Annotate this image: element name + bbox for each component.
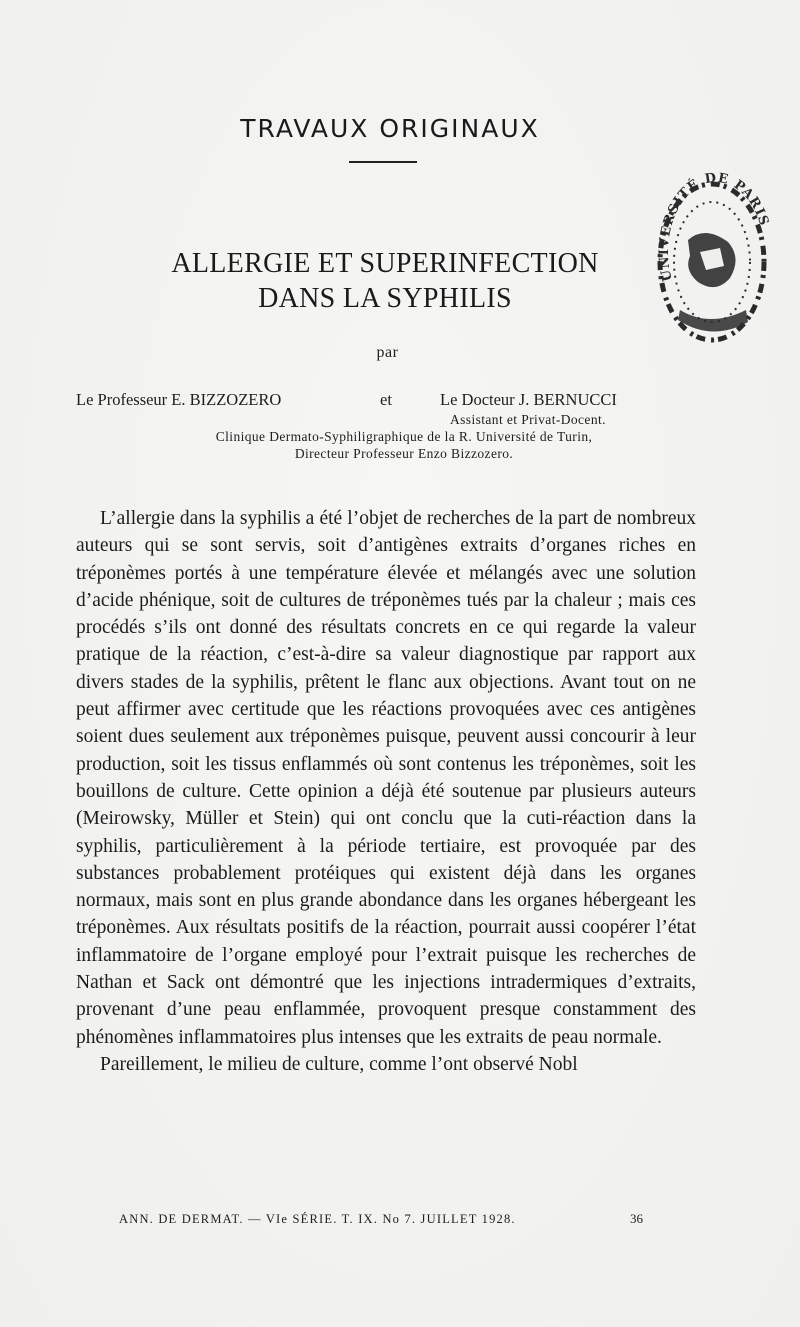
body-paragraph-2: Pareillement, le milieu de culture, comme l’ont observé Nobl bbox=[100, 1053, 578, 1075]
stamp-text: UNIVERSITÉ DE PARIS bbox=[656, 170, 772, 283]
article-title-line-2: DANS LA SYPHILIS bbox=[258, 283, 512, 314]
heading-rule bbox=[349, 161, 417, 163]
author-bizzozero: Le Professeur E. BIZZOZERO bbox=[76, 390, 282, 409]
journal-footer: ANN. DE DERMAT. — VIe SÉRIE. T. IX. No 7. JUILLET 1928. bbox=[119, 1212, 516, 1226]
body-paragraph-1: L’allergie dans la syphilis a été l’objet de recherches de la part de nombreux auteurs qui se sont servis, soit d’antigènes extraits d’organes riches en tréponèmes portés à une température élevée et mélangés avec une solution d’acide phénique, soit de cultures de tréponèmes tués par la chaleur ; mais ces procédés s’ils ont donné des résultats concrets en ce qui regarde la valeur pratique de la réaction, c’est-à-dire sa valeur diagnostique par rapport aux divers stades de la syphilis, prêtent le flanc aux objections. Avant tout on ne peut affirmer avec certitude que les réactions provoquées avec ces antigènes soient dues seulement aux tréponèmes puisque, peuvent aussi concourir à leur production, soit les tissus enflammés où sont contenus les tréponèmes, soit les bouillons de culture. Cette opinion a déjà été soutenue par plusieurs auteurs (Meirowsky, Müller et Stein) qui ont conclu que la cuti-réaction dans la syphilis, particulièrement à la période tertiaire, est provoquée par des substances probablement protéiques qui existent déjà dans les organes normaux, mais sont en plus grande abondance dans les organes hébergeant les tréponèmes. Aux résultats positifs de la réaction, pourrait aussi coopérer l’état inflammatoire de l’organe employé pour l’extrait puisque les recherches de Nathan et Sack ont démontré que les injections intradermiques d’extraits, provenant d’une peau enflammée, provoquent presque constamment des phénomènes inflammatoires plus intenses que les extraits de peau normale. bbox=[76, 508, 696, 1048]
page-number: 36 bbox=[630, 1211, 643, 1226]
section-heading: TRAVAUX ORIGINAUX bbox=[240, 114, 540, 143]
author-bernucci-title: Assistant et Privat-Docent. bbox=[450, 412, 606, 427]
article-body bbox=[76, 505, 696, 1078]
author-conjunction: et bbox=[380, 390, 392, 409]
library-stamp bbox=[650, 170, 775, 350]
clinic-affiliation: Clinique Dermato-Syphiligraphique de la R. Université de Turin, bbox=[215, 429, 593, 444]
byline-par: par bbox=[376, 344, 399, 361]
clinic-director: Directeur Professeur Enzo Bizzozero. bbox=[294, 446, 514, 461]
author-bernucci: Le Docteur J. BERNUCCI bbox=[440, 390, 617, 409]
article-title-line-1: ALLERGIE ET SUPERINFECTION bbox=[171, 248, 599, 279]
